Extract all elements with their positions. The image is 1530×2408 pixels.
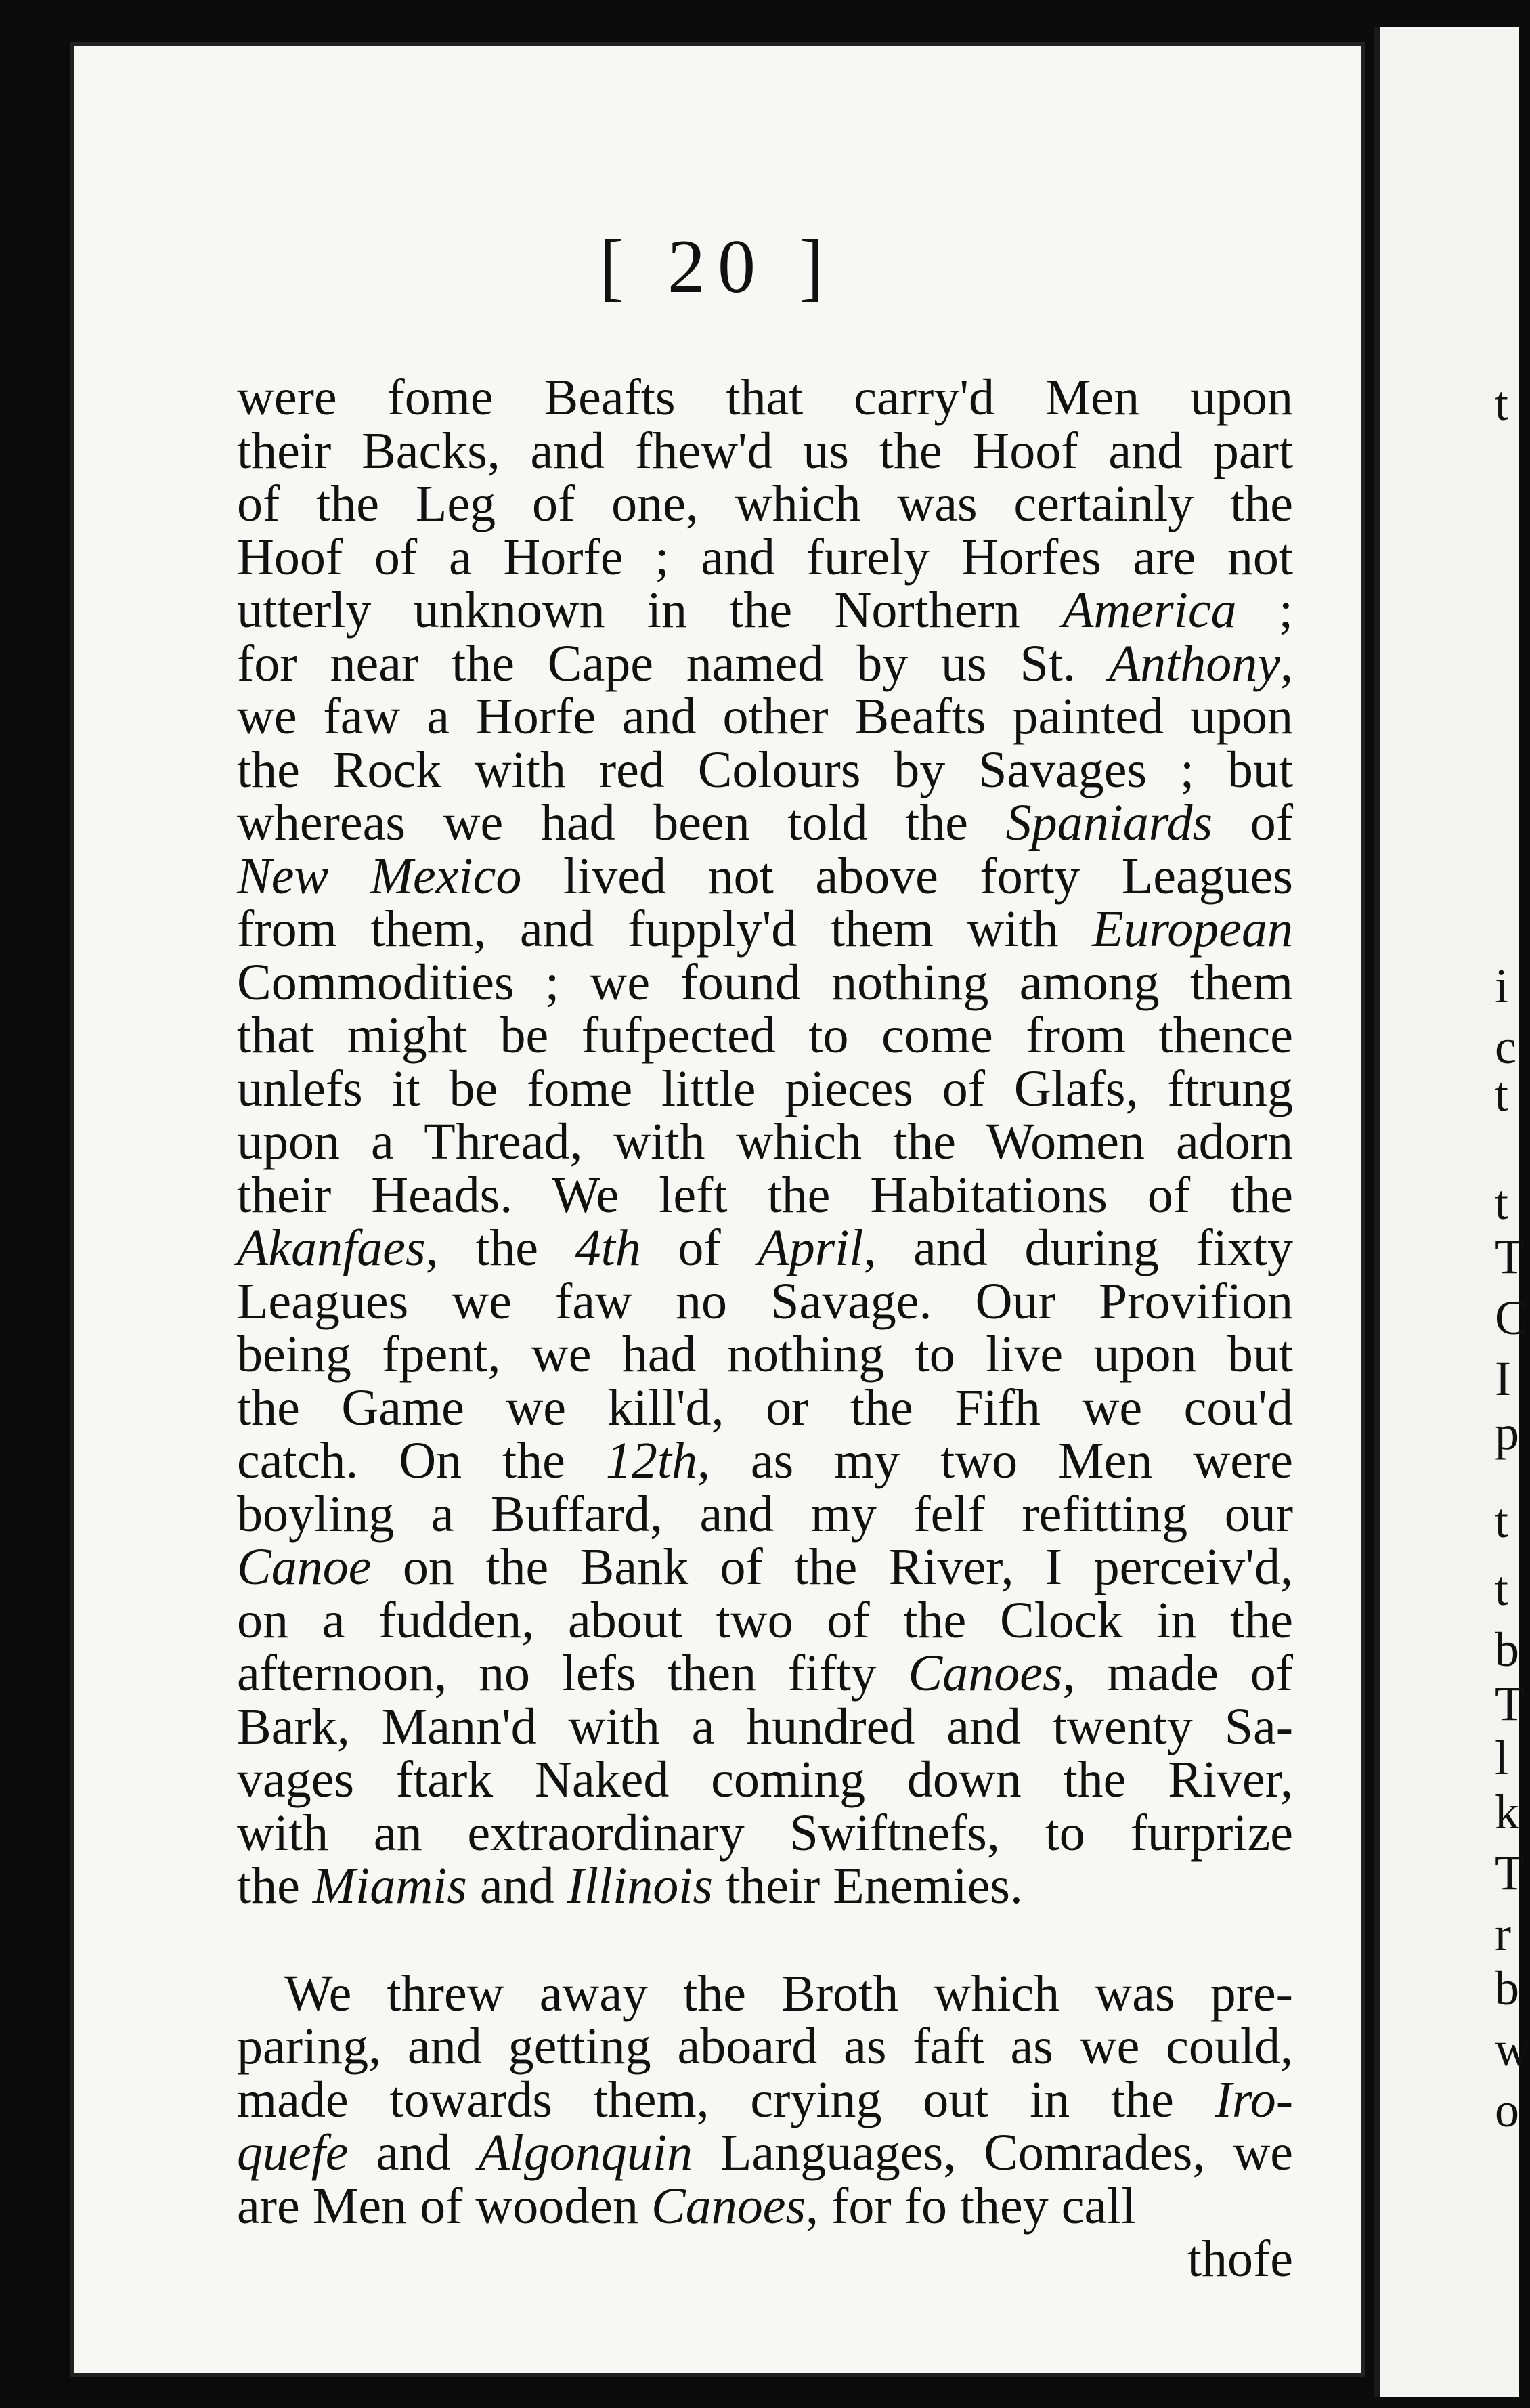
text-run: utterly unknown in the Northern xyxy=(237,582,1063,639)
text-run: , and during fixty xyxy=(863,1220,1293,1276)
text-run: unlefs it be fome little pieces of Glafs, ftrung xyxy=(237,1060,1293,1117)
adjacent-page-letter: t xyxy=(1495,1562,1509,1616)
adjacent-page-letter: T xyxy=(1495,1677,1525,1731)
adjacent-page-letter: b xyxy=(1495,1622,1519,1677)
text-run: vages ftark Naked coming down the River, xyxy=(237,1751,1293,1808)
text-line xyxy=(237,422,1293,479)
text-line xyxy=(237,1541,1293,1594)
text-line xyxy=(237,371,1293,425)
text-run: of the Leg of one, which was certainly the xyxy=(237,475,1293,532)
adjacent-page-letter: w xyxy=(1495,2022,1530,2076)
text-run: from them, and fupply'd them with xyxy=(237,901,1093,958)
text-line xyxy=(237,477,1293,531)
adjacent-page-letter: T xyxy=(1495,1846,1525,1900)
adjacent-page-letter: t xyxy=(1495,1176,1509,1230)
book-page xyxy=(70,42,1365,2377)
text-run: and xyxy=(466,1857,567,1914)
text-line xyxy=(237,1166,1293,1224)
text-run: their Heads. We left the Habitations of the xyxy=(237,1166,1293,1224)
text-line xyxy=(237,1328,1293,1381)
italic-term: Canoes xyxy=(908,1645,1063,1702)
italic-term: Miamis xyxy=(312,1857,467,1914)
text-run: made towards them, crying out in the xyxy=(237,2071,1215,2128)
text-run: their Enemies. xyxy=(712,1857,1023,1914)
paragraph-gap xyxy=(237,1913,1293,1967)
text-run: , xyxy=(1280,635,1293,692)
text-line xyxy=(237,690,1293,744)
italic-term: Iro- xyxy=(1215,2071,1293,2128)
page-number: [ 20 ] xyxy=(598,225,837,309)
text-line xyxy=(237,1381,1293,1435)
text-run: boyling a Buffard, and my felf refitting our xyxy=(237,1485,1293,1543)
paragraph-1 xyxy=(237,371,1293,1913)
text-line xyxy=(237,1115,1293,1169)
italic-term: America xyxy=(1062,582,1237,639)
text-line xyxy=(237,1804,1293,1862)
text-line xyxy=(237,1859,1293,1913)
text-run: ; xyxy=(1236,582,1293,639)
text-run: the Game we kill'd, or the Fifh we cou'd xyxy=(237,1379,1293,1436)
text-run: We threw away the Broth which was pre- xyxy=(284,1964,1293,2022)
text-run: being fpent, we had nothing to live upon but xyxy=(237,1326,1293,1383)
italic-term: April xyxy=(758,1220,864,1276)
italic-term: European xyxy=(1092,901,1293,958)
italic-term: Illinois xyxy=(567,1857,713,1914)
italic-term: Algonquin xyxy=(478,2124,693,2181)
adjacent-page-letter: k xyxy=(1495,1785,1519,1839)
adjacent-page-edge xyxy=(1374,27,1530,2397)
text-run: whereas we had been told the xyxy=(237,794,1006,851)
text-run: and xyxy=(348,2124,479,2181)
adjacent-page-letter: I xyxy=(1495,1352,1511,1406)
adjacent-page-letter: t xyxy=(1495,1067,1509,1121)
text-line xyxy=(237,847,1293,905)
catchword: thofe xyxy=(1187,2231,1293,2287)
text-run: upon a Thread, with which the Women adorn xyxy=(237,1113,1293,1170)
text-run: Leagues we faw no Savage. Our Provifion xyxy=(237,1272,1293,1330)
text-run: Hoof of a Horfe ; and furely Horfes are not xyxy=(237,528,1293,586)
text-run: , the xyxy=(425,1220,575,1276)
text-run: are Men of wooden xyxy=(237,2177,652,2235)
adjacent-page-letter: T xyxy=(1495,1230,1525,1284)
adjacent-page-letter: p xyxy=(1495,1406,1519,1460)
text-line xyxy=(237,1009,1293,1062)
text-line xyxy=(237,2020,1293,2073)
text-run: with an extraordinary Swiftnefs, to furprize xyxy=(237,1804,1293,1862)
page-body-text xyxy=(237,371,1293,2286)
text-run: Bark, Mann'd with a hundred and twenty Sa- xyxy=(237,1698,1293,1755)
text-run: the xyxy=(237,1857,313,1914)
text-run: , as my two Men were xyxy=(697,1432,1294,1489)
italic-term: 4th xyxy=(575,1220,641,1276)
text-line xyxy=(237,953,1293,1011)
text-line xyxy=(237,796,1293,850)
text-run: Languages, Comrades, we xyxy=(693,2124,1293,2181)
italic-term: Canoes xyxy=(651,2177,806,2235)
text-run: on a fudden, about two of the Clock in the xyxy=(237,1591,1293,1649)
adjacent-page-letter: t xyxy=(1495,377,1509,431)
text-line xyxy=(237,1485,1293,1543)
text-line xyxy=(237,903,1293,956)
text-run: their Backs, and fhew'd us the Hoof and part xyxy=(237,422,1293,479)
text-line xyxy=(237,741,1293,798)
text-run: we faw a Horfe and other Beafts painted upon xyxy=(237,688,1293,745)
text-line xyxy=(237,1591,1293,1649)
italic-term: Spaniards xyxy=(1005,794,1213,851)
text-run: paring, and getting aboard as faft as we could, xyxy=(237,2018,1293,2075)
text-run: Commodities ; we found nothing among them xyxy=(237,953,1293,1011)
adjacent-page-letter: C xyxy=(1495,1291,1528,1345)
text-line xyxy=(237,1272,1293,1330)
adjacent-page-letter: c xyxy=(1495,1020,1516,1074)
paragraph-2 xyxy=(237,1964,1293,2235)
text-run: for near the Cape named by us St. xyxy=(237,635,1109,692)
text-line xyxy=(237,1647,1293,1700)
text-run: were fome Beafts that carry'd Men upon xyxy=(237,369,1293,426)
text-line xyxy=(237,1222,1293,1275)
adjacent-page-letter: i xyxy=(1495,959,1509,1013)
text-run: lived not above forty Leagues xyxy=(521,847,1293,905)
italic-term: 12th xyxy=(605,1432,697,1489)
text-line xyxy=(237,2126,1293,2180)
text-line xyxy=(237,637,1293,691)
text-run: that might be fufpected to come from thence xyxy=(237,1007,1293,1064)
text-line xyxy=(237,1964,1293,2022)
adjacent-page-letter: l xyxy=(1495,1731,1509,1785)
text-run: the Rock with red Colours by Savages ; but xyxy=(237,741,1293,798)
text-line xyxy=(237,528,1293,586)
text-line xyxy=(237,584,1293,637)
text-run: afternoon, no lefs then fifty xyxy=(237,1645,909,1702)
text-line xyxy=(237,1434,1293,1488)
italic-term: quefe xyxy=(237,2124,349,2181)
text-run: catch. On the xyxy=(237,1432,606,1489)
adjacent-page-letter: r xyxy=(1495,1907,1511,1961)
italic-term: Canoe xyxy=(237,1539,372,1595)
text-run: , for fo they call xyxy=(806,2177,1136,2235)
italic-term: New Mexico xyxy=(237,847,522,905)
adjacent-page-letter: t xyxy=(1495,1494,1509,1548)
text-line xyxy=(237,2073,1293,2127)
italic-term: Anthony xyxy=(1108,635,1280,692)
text-line xyxy=(237,1062,1293,1116)
adjacent-page-letter: o xyxy=(1495,2083,1519,2137)
text-line xyxy=(237,1700,1293,1754)
text-run: , made of xyxy=(1062,1645,1294,1702)
italic-term: Akanfaes xyxy=(237,1220,426,1276)
text-run: on the Bank of the River, I perceiv'd, xyxy=(371,1539,1293,1595)
text-run: of xyxy=(1212,794,1293,851)
text-line xyxy=(237,1753,1293,1807)
text-line xyxy=(237,2177,1293,2235)
adjacent-page-letter: b xyxy=(1495,1961,1519,2015)
text-run: of xyxy=(640,1220,758,1276)
